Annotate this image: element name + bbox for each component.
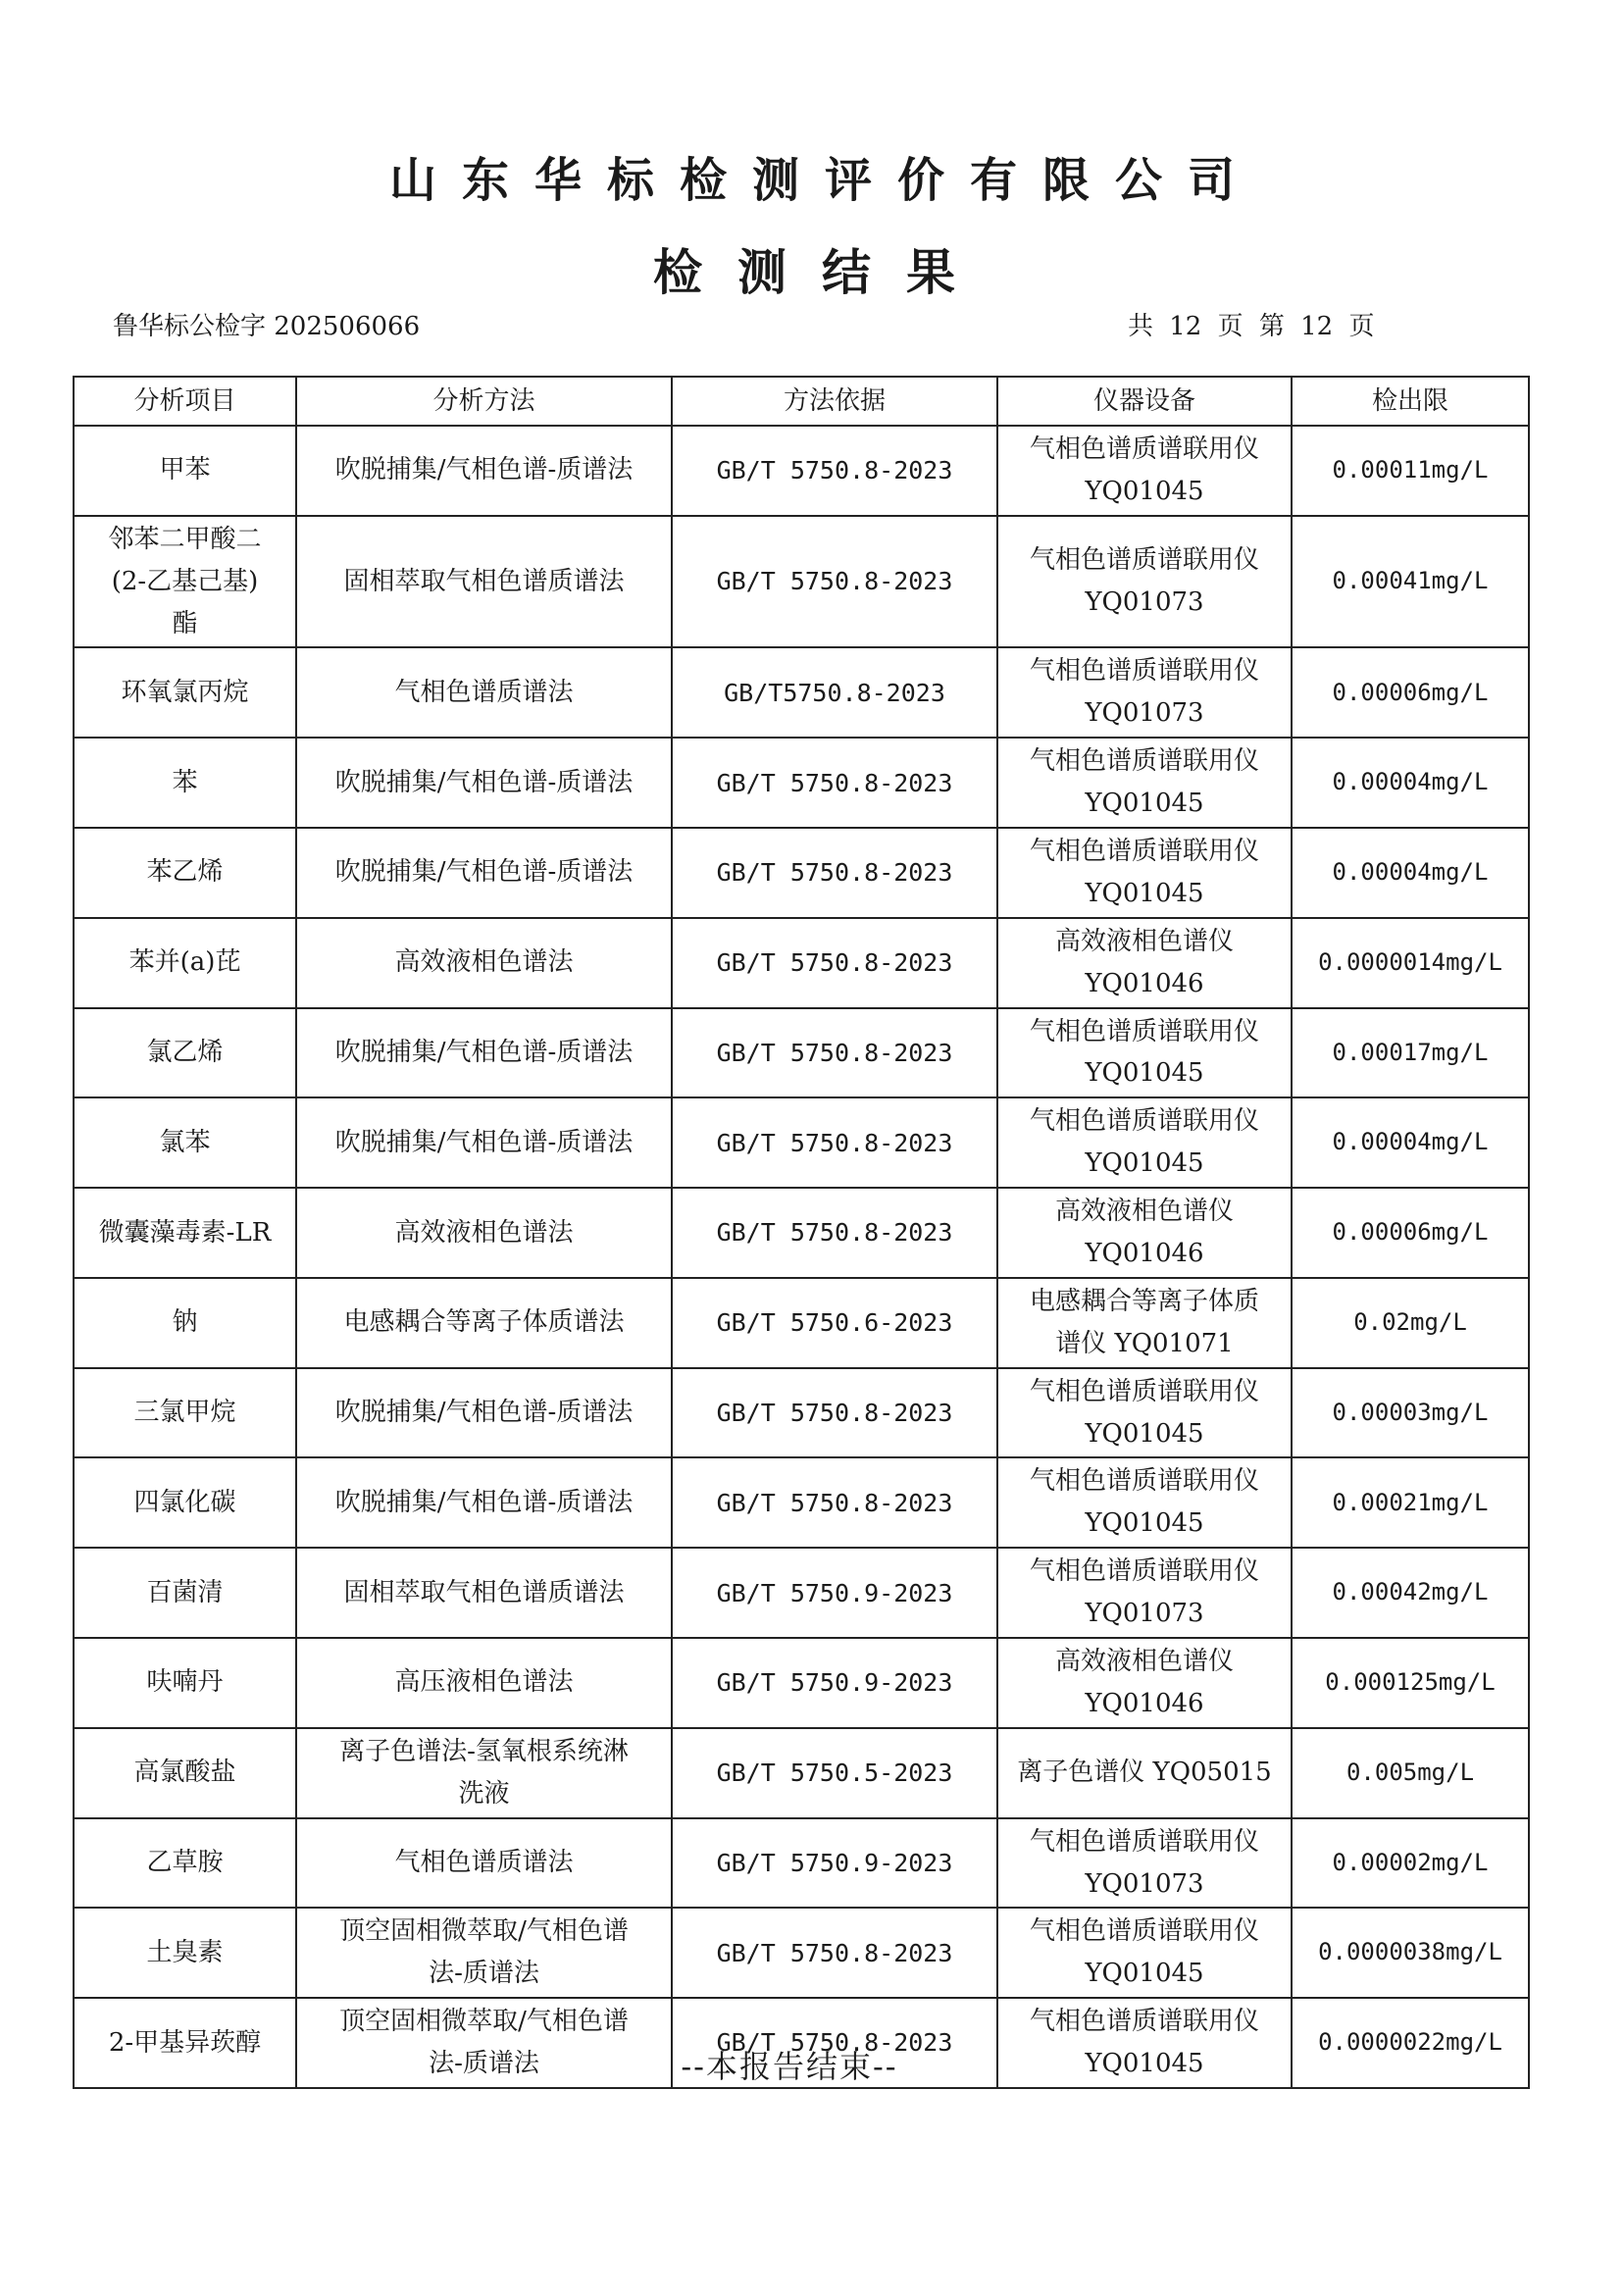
instrument-cell: 高效液相色谱仪 YQ01046 <box>997 1638 1292 1728</box>
analysis-method-cell: 吹脱捕集/气相色谱-质谱法 <box>296 828 672 918</box>
method-standard-cell: GB/T 5750.6-2023 <box>672 1278 997 1368</box>
instrument-cell: 气相色谱质谱联用仪 YQ01073 <box>997 516 1292 648</box>
analysis-method-cell: 吹脱捕集/气相色谱-质谱法 <box>296 738 672 828</box>
analysis-method-cell: 固相萃取气相色谱质谱法 <box>296 516 672 648</box>
analysis-item-cell: 苯乙烯 <box>74 828 296 918</box>
analysis-item-cell: 2-甲基异莰醇 <box>74 1998 296 2088</box>
instrument-cell: 气相色谱质谱联用仪 YQ01045 <box>997 828 1292 918</box>
method-standard-cell: GB/T 5750.8-2023 <box>672 426 997 516</box>
method-standard-cell: GB/T 5750.9-2023 <box>672 1818 997 1909</box>
table-row <box>74 647 1529 738</box>
detection-limit-cell: 0.005mg/L <box>1292 1728 1529 1818</box>
analysis-method-cell: 吹脱捕集/气相色谱-质谱法 <box>296 426 672 516</box>
table-row <box>74 738 1529 828</box>
detection-limit-cell: 0.00004mg/L <box>1292 828 1529 918</box>
analysis-item-cell: 甲苯 <box>74 426 296 516</box>
detection-limit-cell: 0.00004mg/L <box>1292 738 1529 828</box>
table-row <box>74 828 1529 918</box>
detection-limit-cell: 0.00003mg/L <box>1292 1368 1529 1458</box>
instrument-cell: 气相色谱质谱联用仪 YQ01045 <box>997 1368 1292 1458</box>
analysis-method-cell: 顶空固相微萃取/气相色谱 法-质谱法 <box>296 1998 672 2088</box>
document-title: 检测结果 <box>653 244 990 301</box>
instrument-cell: 气相色谱质谱联用仪 YQ01073 <box>997 647 1292 738</box>
column-header: 分析方法 <box>296 377 672 426</box>
detection-limit-cell: 0.0000038mg/L <box>1292 1908 1529 1998</box>
instrument-cell: 气相色谱质谱联用仪 YQ01045 <box>997 1457 1292 1548</box>
analysis-method-cell: 高效液相色谱法 <box>296 918 672 1008</box>
company-name: 山东华标检测评价有限公司 <box>388 153 1260 208</box>
table-row <box>74 1368 1529 1458</box>
column-header: 检出限 <box>1292 377 1529 426</box>
detection-limit-cell: 0.00041mg/L <box>1292 516 1529 648</box>
detection-limit-cell: 0.00006mg/L <box>1292 1188 1529 1278</box>
instrument-cell: 高效液相色谱仪 YQ01046 <box>997 1188 1292 1278</box>
analysis-item-cell: 钠 <box>74 1278 296 1368</box>
method-standard-cell: GB/T 5750.8-2023 <box>672 1457 997 1548</box>
table-row <box>74 1908 1529 1998</box>
method-standard-cell: GB/T 5750.8-2023 <box>672 1097 997 1188</box>
detection-limit-cell: 0.00021mg/L <box>1292 1457 1529 1548</box>
instrument-cell: 气相色谱质谱联用仪 YQ01045 <box>997 1097 1292 1188</box>
detection-limit-cell: 0.000125mg/L <box>1292 1638 1529 1728</box>
detection-limit-cell: 0.00042mg/L <box>1292 1548 1529 1638</box>
table-row <box>74 1457 1529 1548</box>
analysis-item-cell: 环氧氯丙烷 <box>74 647 296 738</box>
method-standard-cell: GB/T 5750.8-2023 <box>672 1368 997 1458</box>
analysis-method-cell: 气相色谱质谱法 <box>296 647 672 738</box>
instrument-cell: 电感耦合等离子体质 谱仪 YQ01071 <box>997 1278 1292 1368</box>
table-row <box>74 1008 1529 1098</box>
analysis-method-cell: 吹脱捕集/气相色谱-质谱法 <box>296 1457 672 1548</box>
method-standard-cell: GB/T 5750.8-2023 <box>672 828 997 918</box>
analysis-item-cell: 土臭素 <box>74 1908 296 1998</box>
instrument-cell: 离子色谱仪 YQ05015 <box>997 1728 1292 1818</box>
analysis-method-cell: 吹脱捕集/气相色谱-质谱法 <box>296 1008 672 1098</box>
instrument-cell: 气相色谱质谱联用仪 YQ01045 <box>997 738 1292 828</box>
analysis-item-cell: 苯并(a)芘 <box>74 918 296 1008</box>
instrument-cell: 气相色谱质谱联用仪 YQ01045 <box>997 1908 1292 1998</box>
analysis-method-cell: 吹脱捕集/气相色谱-质谱法 <box>296 1097 672 1188</box>
detection-limit-cell: 0.00002mg/L <box>1292 1818 1529 1909</box>
report-end-mark: --本报告结束-- <box>681 2048 898 2085</box>
analysis-item-cell: 百菌清 <box>74 1548 296 1638</box>
method-standard-cell: GB/T5750.8-2023 <box>672 647 997 738</box>
detection-limit-cell: 0.00011mg/L <box>1292 426 1529 516</box>
analysis-item-cell: 高氯酸盐 <box>74 1728 296 1818</box>
method-standard-cell: GB/T 5750.5-2023 <box>672 1728 997 1818</box>
table-row <box>74 1818 1529 1909</box>
detection-limit-cell: 0.00017mg/L <box>1292 1008 1529 1098</box>
column-header: 分析项目 <box>74 377 296 426</box>
instrument-cell: 气相色谱质谱联用仪 YQ01045 <box>997 426 1292 516</box>
analysis-method-cell: 离子色谱法-氢氧根系统淋 洗液 <box>296 1728 672 1818</box>
analysis-item-cell: 三氯甲烷 <box>74 1368 296 1458</box>
method-standard-cell: GB/T 5750.8-2023 <box>672 1188 997 1278</box>
analysis-method-cell: 高压液相色谱法 <box>296 1638 672 1728</box>
detection-limit-cell: 0.0000022mg/L <box>1292 1998 1529 2088</box>
analysis-item-cell: 四氯化碳 <box>74 1457 296 1548</box>
analysis-method-cell: 顶空固相微萃取/气相色谱 法-质谱法 <box>296 1908 672 1998</box>
detection-limit-cell: 0.0000014mg/L <box>1292 918 1529 1008</box>
page-indicator: 共 12 页 第 12 页 <box>1128 312 1375 341</box>
detection-limit-cell: 0.02mg/L <box>1292 1278 1529 1368</box>
analysis-method-cell: 电感耦合等离子体质谱法 <box>296 1278 672 1368</box>
analysis-item-cell: 氯乙烯 <box>74 1008 296 1098</box>
analysis-method-cell: 吹脱捕集/气相色谱-质谱法 <box>296 1368 672 1458</box>
analysis-item-cell: 微囊藻毒素-LR <box>74 1188 296 1278</box>
instrument-cell: 高效液相色谱仪 YQ01046 <box>997 918 1292 1008</box>
table-row <box>74 1278 1529 1368</box>
analysis-method-cell: 高效液相色谱法 <box>296 1188 672 1278</box>
method-standard-cell: GB/T 5750.8-2023 <box>672 516 997 648</box>
analysis-item-cell: 乙草胺 <box>74 1818 296 1909</box>
instrument-cell: 气相色谱质谱联用仪 YQ01073 <box>997 1818 1292 1909</box>
analysis-item-cell: 氯苯 <box>74 1097 296 1188</box>
detection-limit-cell: 0.00004mg/L <box>1292 1097 1529 1188</box>
instrument-cell: 气相色谱质谱联用仪 YQ01045 <box>997 1998 1292 2088</box>
table-row <box>74 918 1529 1008</box>
analysis-method-cell: 气相色谱质谱法 <box>296 1818 672 1909</box>
table-header-row <box>74 377 1529 426</box>
table-row <box>74 1097 1529 1188</box>
method-standard-cell: GB/T 5750.9-2023 <box>672 1638 997 1728</box>
table-row <box>74 1188 1529 1278</box>
table-row <box>74 1548 1529 1638</box>
results-table <box>73 376 1530 2089</box>
table-body <box>74 426 1529 2088</box>
method-standard-cell: GB/T 5750.8-2023 <box>672 1008 997 1098</box>
table-row <box>74 426 1529 516</box>
column-header: 方法依据 <box>672 377 997 426</box>
method-standard-cell: GB/T 5750.8-2023 <box>672 918 997 1008</box>
table-row <box>74 516 1529 648</box>
detection-limit-cell: 0.00006mg/L <box>1292 647 1529 738</box>
instrument-cell: 气相色谱质谱联用仪 YQ01045 <box>997 1008 1292 1098</box>
report-number: 鲁华标公检字 202506066 <box>113 312 421 341</box>
instrument-cell: 气相色谱质谱联用仪 YQ01073 <box>997 1548 1292 1638</box>
column-header: 仪器设备 <box>997 377 1292 426</box>
method-standard-cell: GB/T 5750.8-2023 <box>672 1998 997 2088</box>
table-row <box>74 1728 1529 1818</box>
analysis-item-cell: 呋喃丹 <box>74 1638 296 1728</box>
analysis-method-cell: 固相萃取气相色谱质谱法 <box>296 1548 672 1638</box>
method-standard-cell: GB/T 5750.9-2023 <box>672 1548 997 1638</box>
analysis-item-cell: 邻苯二甲酸二 (2-乙基己基) 酯 <box>74 516 296 648</box>
method-standard-cell: GB/T 5750.8-2023 <box>672 738 997 828</box>
method-standard-cell: GB/T 5750.8-2023 <box>672 1908 997 1998</box>
table-row <box>74 1638 1529 1728</box>
analysis-item-cell: 苯 <box>74 738 296 828</box>
